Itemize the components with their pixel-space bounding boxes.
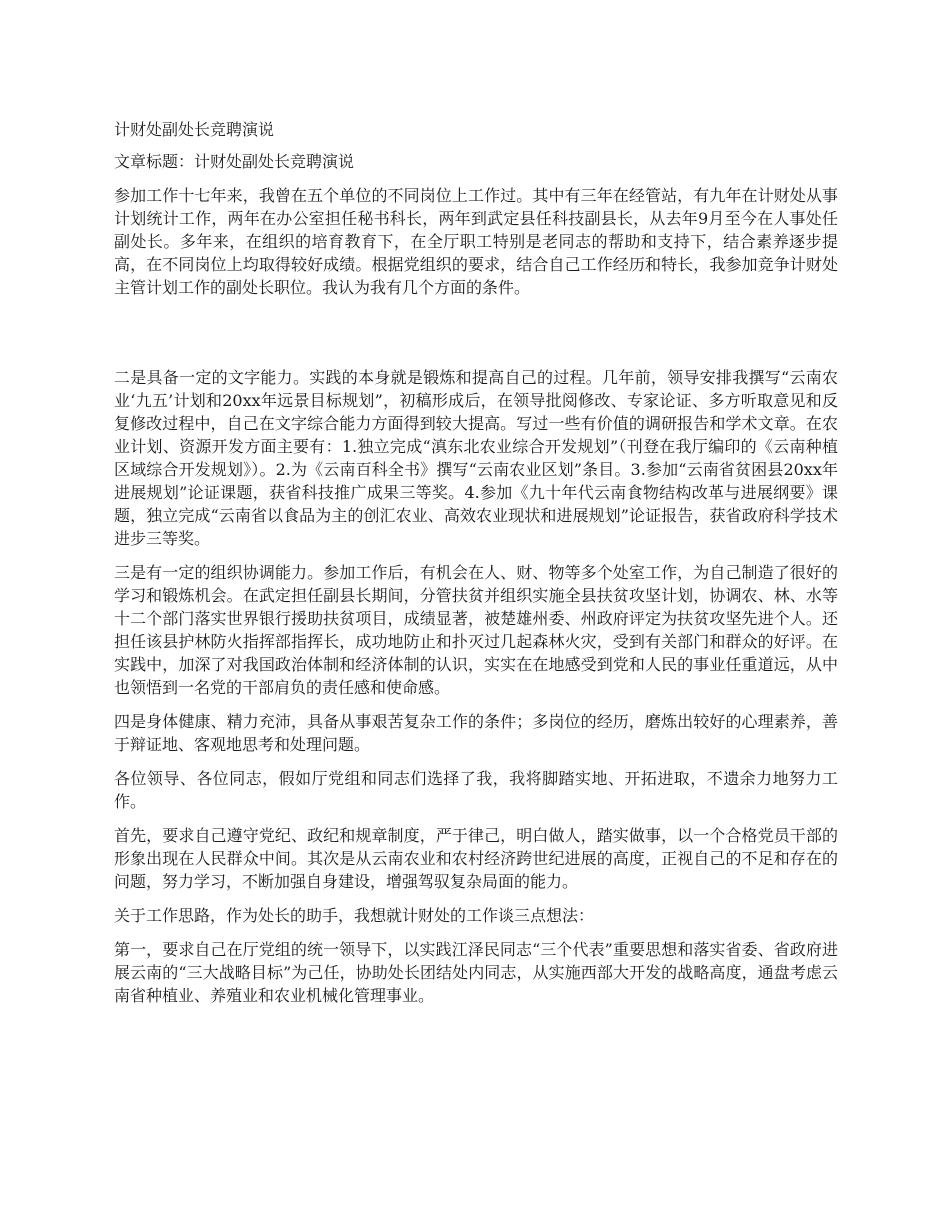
paragraph-work-ideas: 关于工作思路，作为处长的助手，我想就计财处的工作谈三点想法：: [114, 906, 595, 925]
document-page: [114, 118, 838, 1018]
blank-space: [114, 310, 838, 366]
paragraph-self-requirements: 首先，要求自己遵守党纪、政纪和规章制度，严于律己，明白做人，踏实做事，以一个合格党员干部的形象出现在人民群众中间。其次是从云南农业和农村经济跨世纪进展的高度，正视自己的不足和存在的问题，努力学习，不断加强自身建设，增强驾驭复杂局面的能力。: [114, 826, 838, 891]
paragraph-first-point: 第一，要求自己在厅党组的统一领导下，以实践江泽民同志“三个代表”重要思想和落实省委、省政府进展云南的“三大战略目标”为己任，协助处长团结处内同志，从实施西部大开发的战略高度，通盘考虑云南省种植业、养殖业和农业机械化管理事业。: [114, 940, 838, 1005]
paragraph-health: 四是身体健康、精力充沛，具备从事艰苦复杂工作的条件；多岗位的经历，磨炼出较好的心理素养，善于辩证地、客观地思考和处理问题。: [114, 712, 838, 754]
paragraph-intro: 参加工作十七年来，我曾在五个单位的不同岗位上工作过。其中有三年在经管站，有九年在计财处从事计划统计工作，两年在办公室担任秘书科长，两年到武定县任科技副县长，从去年9月至今在人事处任副处长。多年来，在组织的培育教育下，在全厅职工特别是老同志的帮助和支持下，结合素养逐步提高，在不同岗位上均取得较好成绩。根据党组织的要求，结合自己工作经历和特长，我参加竞争计财处主管计划工作的副处长职位。我认为我有几个方面的条件。: [114, 186, 838, 297]
paragraph-coordination-ability: 三是有一定的组织协调能力。参加工作后，有机会在人、财、物等多个处室工作，为自己制造了很好的学习和锻炼机会。在武定担任副县长期间，分管扶贫并组织实施全县扶贫攻坚计划，协调农、林、水等十二个部门落实世界银行援助扶贫项目，成绩显著，被楚雄州委、州政府评定为扶贫攻坚先进个人。还担任该县护林防火指挥部指挥长，成功地防止和扑灭过几起森林火灾，受到有关部门和群众的好评。在实践中，加深了对我国政治体制和经济体制的认识，实实在在地感受到党和人民的事业任重道远，从中也领悟到一名党的干部肩负的责任感和使命感。: [114, 563, 838, 697]
paragraph-commitment: 各位领导、各位同志，假如厅党组和同志们选择了我，我将脚踏实地、开拓进取，不遗余力地努力工作。: [114, 769, 838, 811]
paragraph-writing-ability: 二是具备一定的文字能力。实践的本身就是锻炼和提高自己的过程。几年前，领导安排我撰写“云南农业‘九五’计划和20xx年远景目标规划”，初稿形成后，在领导批阅修改、专家论证、多方听取意见和反复修改过程中，自己在文字综合能力方面得到较大提高。写过一些有价值的调研报告和学术文章。在农业计划、资源开发方面主要有：1.独立完成“滇东北农业综合开发规划”（刊登在我厅编印的《云南种植区域综合开发规划》）。2.为《云南百科全书》撰写“云南农业区划”条目。3.参加“云南省贫困县20xx年进展规划”论证课题，获省科技推广成果三等奖。4.参加《九十年代云南食物结构改革与进展纲要》课题，独立完成“云南省以食品为主的创汇农业、高效农业现状和进展规划”论证报告，获省政府科学技术进步三等奖。: [114, 368, 838, 548]
document-title: 计财处副处长竞聘演说: [114, 120, 275, 139]
article-title-line: 文章标题：计财处副处长竞聘演说: [114, 152, 355, 171]
